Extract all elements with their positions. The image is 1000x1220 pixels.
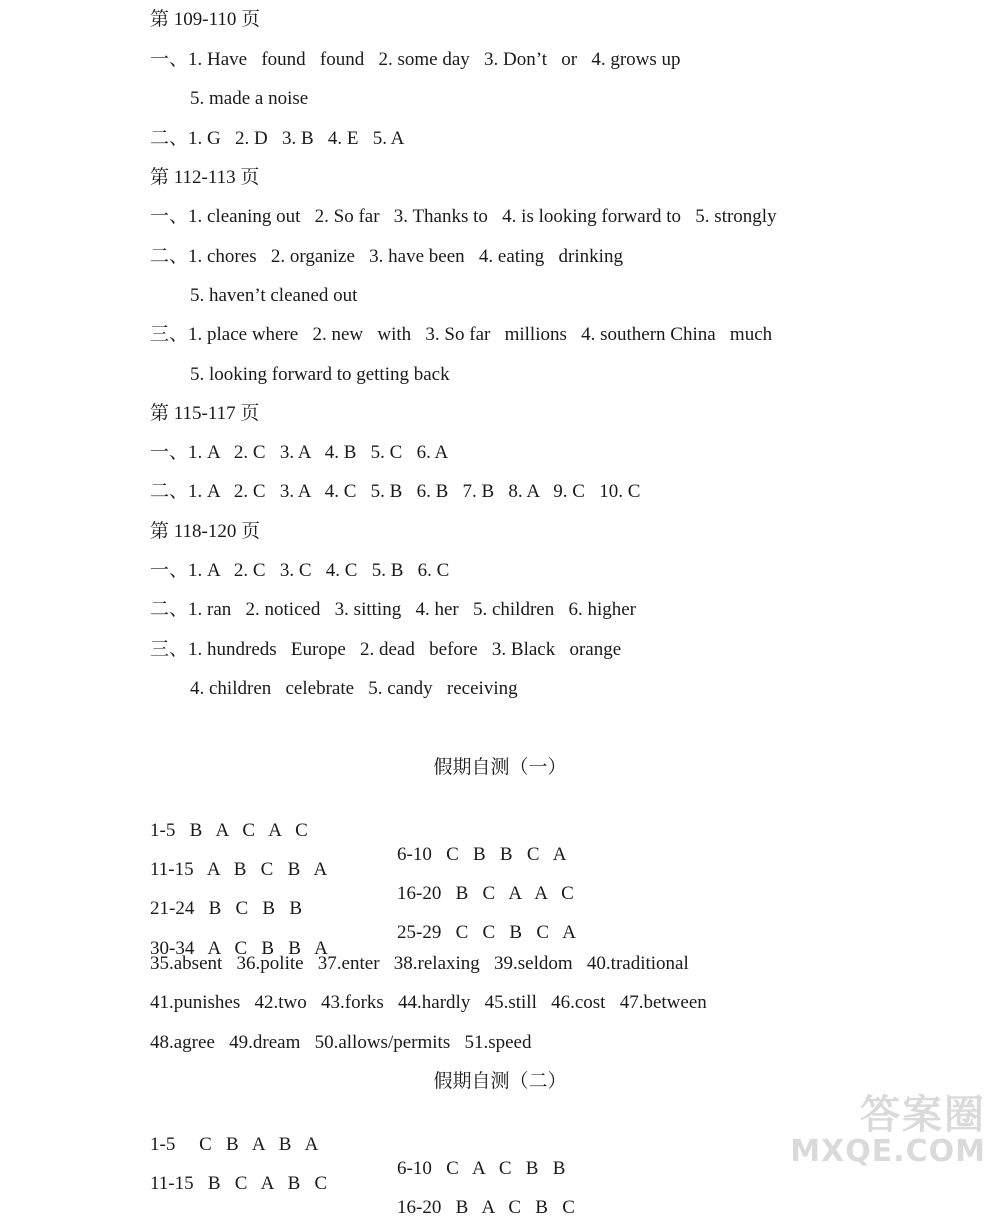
test1-choice-row: 21-24 B C B B 25-29 C C B C A (150, 898, 576, 943)
test1-choice-row: 30-34 A C B B A (150, 938, 328, 959)
test2-choice-row: 11-15 B C A B C 16-20 B A C B C (150, 1173, 575, 1218)
watermark-brand: 答案圈 (860, 1092, 986, 1138)
watermark-logo (790, 1083, 986, 1169)
test1-choice-row: 1-5 B A C A C 6-10 C B B C A (150, 820, 567, 865)
watermark-url: MXQE.COM (790, 1134, 986, 1169)
test1-title: 假期自测（一） (433, 757, 567, 778)
test2-title: 假期自测（二） (433, 1071, 567, 1092)
test2-choice-row: 1-5 C B A B A 6-10 C A C B B (150, 1134, 566, 1179)
test1-choice-row: 11-15 A B C B A 16-20 B C A A C (150, 859, 574, 904)
